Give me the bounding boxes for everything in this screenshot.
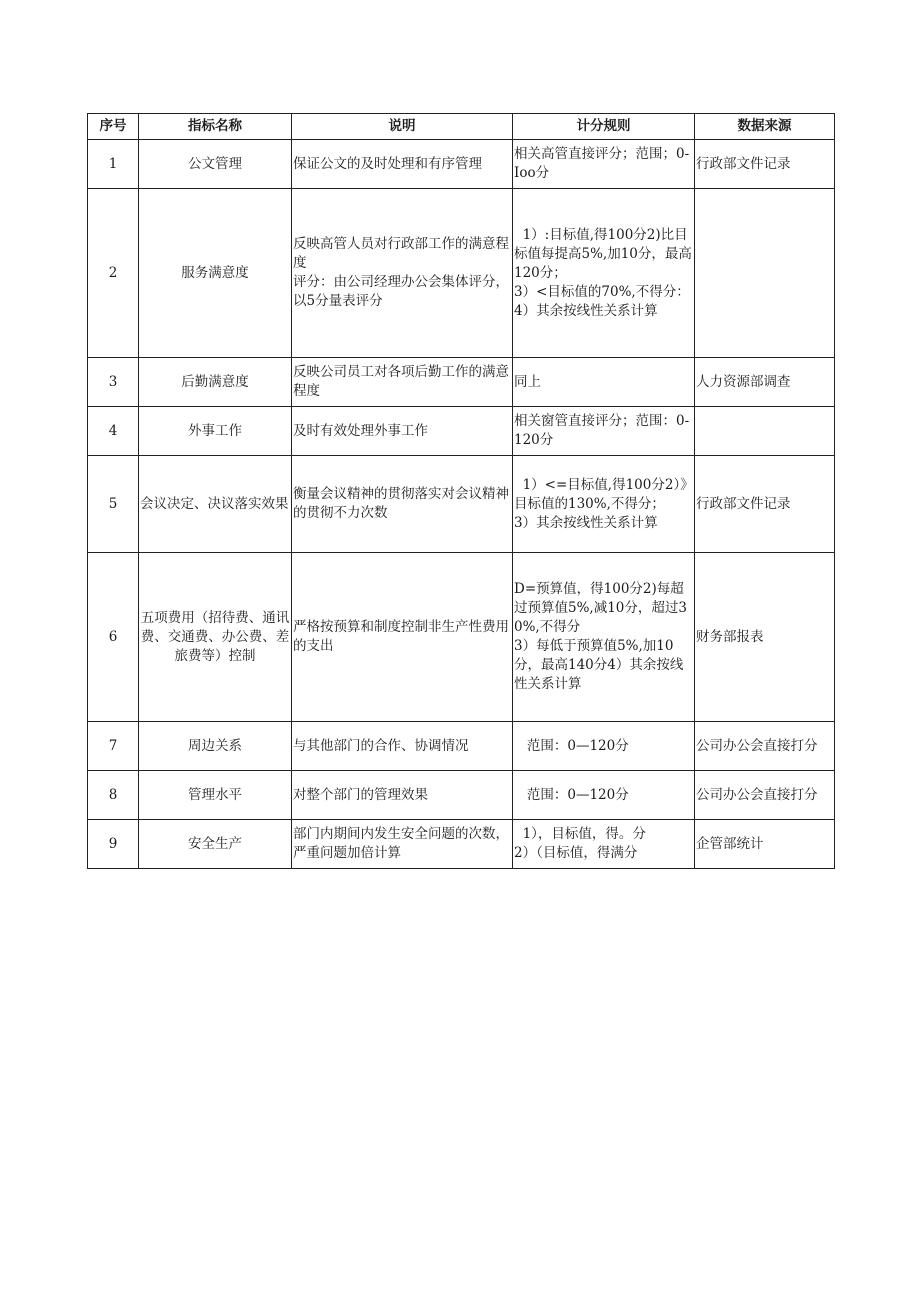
header-scoring-rule: 计分规则 xyxy=(513,114,695,140)
table-row xyxy=(88,140,835,189)
cell-no: 7 xyxy=(88,722,139,771)
cell-indicator-name: 会议决定、决议落实效果 xyxy=(139,456,292,553)
cell-scoring-rule xyxy=(513,456,695,553)
scoring-rule-line: D=预算值，得100分2)每超过预算值5%,减10分，超过30%,不得分 xyxy=(514,581,687,635)
cell-scoring-rule xyxy=(513,771,695,820)
cell-no: 6 xyxy=(88,553,139,722)
scoring-rule-line: 同上 xyxy=(514,373,541,390)
table-row xyxy=(88,456,835,553)
header-indicator-name: 指标名称 xyxy=(139,114,292,140)
cell-description: 及时有效处理外事工作 xyxy=(292,407,513,456)
cell-indicator-name: 管理水平 xyxy=(139,771,292,820)
cell-indicator-name: 服务满意度 xyxy=(139,189,292,358)
cell-data-source: 公司办公会直接打分 xyxy=(695,722,835,771)
table-row xyxy=(88,189,835,358)
scoring-rule-line: 范围：0—120分 xyxy=(514,786,629,803)
scoring-rule-line: 1），目标值，得。分 xyxy=(514,826,646,842)
cell-indicator-name: 公文管理 xyxy=(139,140,292,189)
cell-indicator-name: 周边关系 xyxy=(139,722,292,771)
scoring-rule-line: 3）其余按线性关系计算 xyxy=(514,514,658,531)
cell-no: 2 xyxy=(88,189,139,358)
cell-data-source: 行政部文件记录 xyxy=(695,140,835,189)
scoring-rule-line: 1）:目标值,得100分2)比目标值每提高5%,加10分，最高120分； xyxy=(514,226,692,281)
cell-no: 1 xyxy=(88,140,139,189)
cell-description: 部门内期间内发生安全问题的次数，严重问题加倍计算 xyxy=(292,820,513,869)
cell-indicator-name: 五项费用（招待费、通讯费、交通费、办公费、差旅费等）控制 xyxy=(139,553,292,722)
cell-description: 严格按预算和制度控制非生产性费用的支出 xyxy=(292,553,513,722)
cell-scoring-rule xyxy=(513,820,695,869)
table-row xyxy=(88,820,835,869)
cell-scoring-rule xyxy=(513,140,695,189)
cell-no: 3 xyxy=(88,358,139,407)
table-row xyxy=(88,722,835,771)
table-row xyxy=(88,358,835,407)
cell-data-source xyxy=(695,189,835,358)
kpi-table xyxy=(87,113,835,869)
scoring-rule-line: 范围：0—120分 xyxy=(514,737,629,754)
table-row xyxy=(88,553,835,722)
cell-data-source xyxy=(695,407,835,456)
cell-no: 9 xyxy=(88,820,139,869)
scoring-rule-line: 1）<=目标值,得100分2）》目标值的130%,不得分； xyxy=(514,476,687,512)
cell-description: 反映公司员工对各项后勤工作的满意程度 xyxy=(292,358,513,407)
header-data-source: 数据来源 xyxy=(695,114,835,140)
cell-scoring-rule xyxy=(513,407,695,456)
cell-no: 8 xyxy=(88,771,139,820)
header-description: 说明 xyxy=(292,114,513,140)
cell-scoring-rule xyxy=(513,189,695,358)
cell-description: 与其他部门的合作、协调情况 xyxy=(292,722,513,771)
scoring-rule-line: 4）其余按线性关系计算 xyxy=(514,302,658,319)
cell-description: 反映高管人员对行政部工作的满意程度 评分：由公司经理办公会集体评分，以5分量表评分 xyxy=(292,189,513,358)
cell-description: 保证公文的及时处理和有序管理 xyxy=(292,140,513,189)
scoring-rule-line: 2）（目标值，得满分 xyxy=(514,845,638,861)
scoring-rule-line: 3）<目标值的70%,不得分： xyxy=(514,283,690,300)
cell-scoring-rule xyxy=(513,358,695,407)
scoring-rule-line: 相关高管直接评分；范围；0-Ioo分 xyxy=(514,146,690,181)
cell-data-source: 行政部文件记录 xyxy=(695,456,835,553)
table-header-row xyxy=(88,114,835,140)
cell-scoring-rule xyxy=(513,553,695,722)
cell-no: 4 xyxy=(88,407,139,456)
cell-data-source: 人力资源部调查 xyxy=(695,358,835,407)
cell-indicator-name: 后勤满意度 xyxy=(139,358,292,407)
cell-indicator-name: 外事工作 xyxy=(139,407,292,456)
cell-data-source: 公司办公会直接打分 xyxy=(695,771,835,820)
table-row xyxy=(88,771,835,820)
cell-indicator-name: 安全生产 xyxy=(139,820,292,869)
cell-data-source: 企管部统计 xyxy=(695,820,835,869)
cell-data-source: 财务部报表 xyxy=(695,553,835,722)
table-body xyxy=(88,140,835,869)
scoring-rule-line: 3）每低于预算值5%,加10分，最高140分4）其余按线性关系计算 xyxy=(514,638,684,692)
cell-description: 衡量会议精神的贯彻落实对会议精神的贯彻不力次数 xyxy=(292,456,513,553)
cell-description: 对整个部门的管理效果 xyxy=(292,771,513,820)
cell-scoring-rule xyxy=(513,722,695,771)
table-row xyxy=(88,407,835,456)
header-no: 序号 xyxy=(88,114,139,140)
scoring-rule-line: 相关窗管直接评分；范围：0-120分 xyxy=(514,413,690,448)
cell-no: 5 xyxy=(88,456,139,553)
